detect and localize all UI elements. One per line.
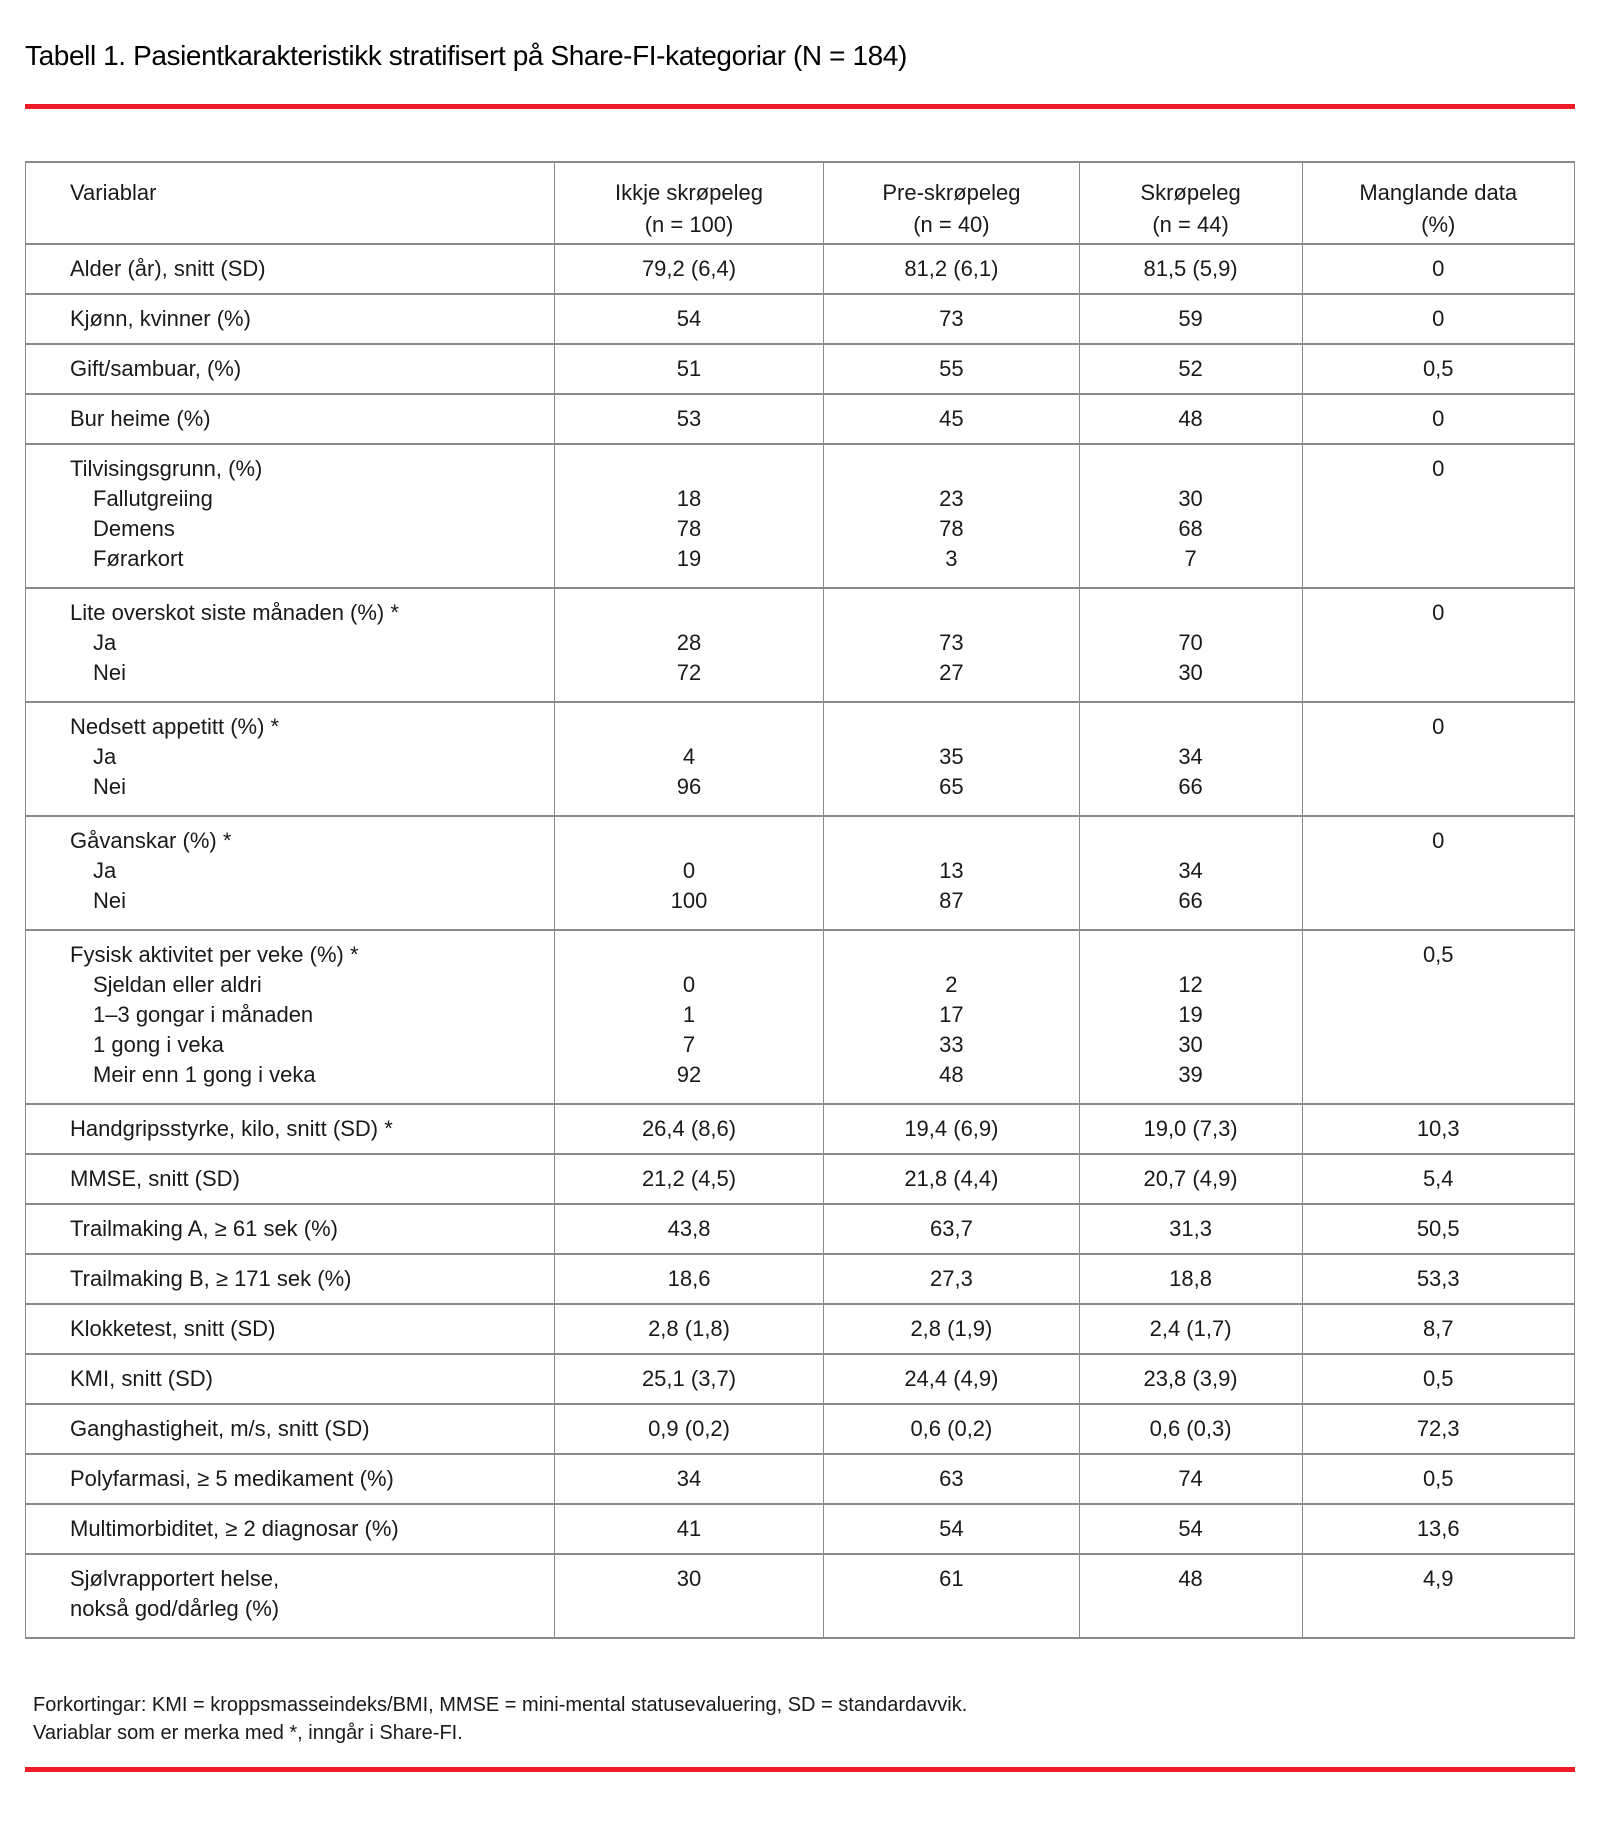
- value-cell: 26,4 (8,6): [554, 1105, 823, 1153]
- value-cell: 54: [554, 295, 823, 343]
- sub-item-value: 96: [676, 774, 702, 799]
- value-cell: 23,8 (3,9): [1079, 1355, 1302, 1403]
- header-cell: [1079, 163, 1302, 243]
- value-cell: [554, 445, 823, 587]
- value-cell: 34: [554, 1455, 823, 1503]
- spacer-line: [824, 712, 1078, 742]
- value-cell: 51: [554, 345, 823, 393]
- value-cell: 53: [554, 395, 823, 443]
- sub-item-value: 4: [682, 744, 696, 769]
- header-label: Skrøpeleg: [1140, 180, 1241, 205]
- sub-item-value: 7: [682, 1032, 696, 1057]
- value-cell: 55: [823, 345, 1078, 393]
- value-cell: [1302, 1555, 1574, 1637]
- value-cell: 54: [1079, 1505, 1302, 1553]
- value-cell: 48: [1079, 395, 1302, 443]
- value-cell: 27,3: [823, 1255, 1078, 1303]
- sub-item-value: 68: [1178, 516, 1203, 541]
- sub-item-value: 1: [682, 1002, 696, 1027]
- table-row: [26, 1553, 1574, 1637]
- sub-item-value: 3: [945, 546, 958, 571]
- sub-item-value: 73: [939, 630, 964, 655]
- sub-item-label: Ja: [93, 858, 117, 883]
- sub-item-value: 87: [939, 888, 964, 913]
- value-cell: 13,6: [1302, 1505, 1574, 1553]
- missing-cell: [1302, 445, 1574, 587]
- value-cell: [823, 703, 1078, 815]
- document-page: [0, 38, 1600, 1772]
- sub-item-value: 34: [1178, 858, 1203, 883]
- sub-item-value: 65: [939, 774, 964, 799]
- row-label-cell: KMI, snitt (SD): [70, 1366, 214, 1391]
- table-row: [26, 1103, 1574, 1153]
- table-title: Tabell 1. Pasientkarakteristikk stratifisert på Share-FI-kategoriar (N = 184): [25, 40, 907, 71]
- value-cell: [554, 931, 823, 1103]
- row-label-cell: [26, 703, 554, 815]
- row-label-cell: Trailmaking B, ≥ 171 sek (%): [70, 1266, 352, 1291]
- value-cell: 72,3: [1302, 1405, 1574, 1453]
- value-cell: [554, 1555, 823, 1637]
- spacer-line: [824, 454, 1078, 484]
- table-row: [26, 1153, 1574, 1203]
- value-cell: 43,8: [554, 1205, 823, 1253]
- value-cell: [823, 817, 1078, 929]
- table-row: [26, 1303, 1574, 1353]
- spacer-line: [555, 712, 823, 742]
- table-group-row: [26, 701, 1574, 815]
- table-row: [26, 343, 1574, 393]
- sub-item-value: 19: [676, 546, 702, 571]
- value-cell: 0,5: [1302, 1455, 1574, 1503]
- table-row: [26, 393, 1574, 443]
- table-row: [26, 1253, 1574, 1303]
- missing-cell: [1302, 589, 1574, 701]
- value-cell: 63,7: [823, 1205, 1078, 1253]
- sub-item-label: 1–3 gongar i månaden: [93, 1002, 314, 1027]
- missing-cell: [1302, 931, 1574, 1103]
- value-cell: 81,2 (6,1): [823, 245, 1078, 293]
- value-cell: [1079, 445, 1302, 587]
- value-cell: [1079, 589, 1302, 701]
- sub-item-value: 100: [670, 888, 708, 913]
- value-cell: 52: [1079, 345, 1302, 393]
- value-cell: 45: [823, 395, 1078, 443]
- row-label-cell: Handgripsstyrke, kilo, snitt (SD) *: [70, 1116, 393, 1141]
- sub-item-value: 34: [1178, 744, 1203, 769]
- sub-item-label: Ja: [93, 744, 117, 769]
- value-cell: 0,5: [1302, 1355, 1574, 1403]
- value-cell: 20,7 (4,9): [1079, 1155, 1302, 1203]
- value-cell: 79,2 (6,4): [554, 245, 823, 293]
- header-subline: (n = 44): [1152, 212, 1229, 237]
- value-cell: [554, 703, 823, 815]
- sub-item-value: 72: [676, 660, 702, 685]
- table-row: [26, 1203, 1574, 1253]
- sub-item-value: 30: [1178, 486, 1203, 511]
- sub-item-label: Fallutgreiing: [93, 486, 213, 511]
- row-label-cell: [26, 817, 554, 929]
- value-cell: 74: [1079, 1455, 1302, 1503]
- table-group-row: [26, 587, 1574, 701]
- spacer-line: [555, 598, 823, 628]
- value-cell: 21,2 (4,5): [554, 1155, 823, 1203]
- value-cell: 8,7: [1302, 1305, 1574, 1353]
- value-cell: [1079, 817, 1302, 929]
- sub-item-label: Demens: [93, 516, 175, 541]
- sub-item-value: 2: [945, 972, 958, 997]
- missing-cell: [1302, 703, 1574, 815]
- row-label-line: Sjølvrapportert helse,: [70, 1566, 280, 1591]
- spacer-line: [555, 826, 823, 856]
- value-cell: [1079, 931, 1302, 1103]
- header-label: Manglande data: [1359, 180, 1518, 205]
- missing-value: 0: [1432, 714, 1445, 739]
- header-label: Ikkje skrøpeleg: [615, 180, 763, 205]
- sub-item-value: 78: [939, 516, 964, 541]
- group-label: Nedsett appetitt (%) *: [70, 714, 280, 739]
- value-cell: 63: [823, 1455, 1078, 1503]
- spacer-line: [555, 940, 823, 970]
- sub-item-value: 33: [939, 1032, 964, 1057]
- table-header-row: [26, 163, 1574, 243]
- value-cell: 0,6 (0,2): [823, 1405, 1078, 1453]
- value-cell: 59: [1079, 295, 1302, 343]
- sub-item-value: 66: [1178, 774, 1203, 799]
- spacer-line: [824, 598, 1078, 628]
- sub-item-value: 0: [682, 858, 696, 883]
- table-row: [26, 1453, 1574, 1503]
- value-cell: 54: [823, 1505, 1078, 1553]
- table-group-row: [26, 443, 1574, 587]
- value-cell: [823, 931, 1078, 1103]
- table-row: [26, 1403, 1574, 1453]
- value-cell: 24,4 (4,9): [823, 1355, 1078, 1403]
- spacer-line: [1080, 712, 1302, 742]
- value-cell: [823, 589, 1078, 701]
- sub-item-value: 30: [1178, 660, 1203, 685]
- group-label: Tilvisingsgrunn, (%): [70, 456, 263, 481]
- title-rule: [25, 104, 1575, 109]
- row-label-cell: Bur heime (%): [70, 406, 211, 431]
- sub-item-label: Nei: [93, 888, 127, 913]
- spacer-line: [1080, 826, 1302, 856]
- sub-item-value: 7: [1184, 546, 1197, 571]
- row-label-cell: [26, 445, 554, 587]
- header-label: Pre-skrøpeleg: [882, 180, 1021, 205]
- header-cell: [1302, 163, 1574, 243]
- value-cell: 31,3: [1079, 1205, 1302, 1253]
- header-cell: [26, 163, 554, 243]
- value-line: 4,9: [1422, 1566, 1454, 1591]
- header-subline: (n = 40): [913, 212, 990, 237]
- spacer-line: [824, 940, 1078, 970]
- header-label: Variablar: [70, 180, 157, 205]
- sub-item-label: Meir enn 1 gong i veka: [93, 1062, 316, 1087]
- sub-item-label: Ja: [93, 630, 117, 655]
- sub-item-value: 48: [939, 1062, 964, 1087]
- value-cell: [823, 1555, 1078, 1637]
- sub-item-value: 30: [1178, 1032, 1203, 1057]
- row-label-cell: Multimorbiditet, ≥ 2 diagnosar (%): [70, 1516, 399, 1541]
- row-label-cell: Ganghastigheit, m/s, snitt (SD): [70, 1416, 370, 1441]
- value-line: 48: [1178, 1566, 1203, 1591]
- header-subline: (%): [1421, 212, 1456, 237]
- row-label-cell: Trailmaking A, ≥ 61 sek (%): [70, 1216, 339, 1241]
- row-label-cell: Polyfarmasi, ≥ 5 medikament (%): [70, 1466, 394, 1491]
- value-cell: [1079, 703, 1302, 815]
- row-label-cell: Alder (år), snitt (SD): [70, 256, 266, 281]
- sub-item-label: Nei: [93, 660, 127, 685]
- sub-item-value: 18: [676, 486, 702, 511]
- value-cell: 19,0 (7,3): [1079, 1105, 1302, 1153]
- group-label: Fysisk aktivitet per veke (%) *: [70, 942, 359, 967]
- value-cell: 50,5: [1302, 1205, 1574, 1253]
- sub-item-label: Nei: [93, 774, 127, 799]
- table-group-row: [26, 929, 1574, 1103]
- value-cell: 10,3: [1302, 1105, 1574, 1153]
- spacer-line: [1080, 940, 1302, 970]
- row-label-cell: MMSE, snitt (SD): [70, 1166, 240, 1191]
- value-cell: [823, 445, 1078, 587]
- value-cell: [554, 589, 823, 701]
- missing-cell: [1302, 817, 1574, 929]
- missing-value: 0,5: [1422, 942, 1454, 967]
- value-cell: [1079, 1555, 1302, 1637]
- sub-item-value: 19: [1178, 1002, 1203, 1027]
- value-cell: 0,6 (0,3): [1079, 1405, 1302, 1453]
- value-cell: 0: [1302, 395, 1574, 443]
- missing-value: 0: [1432, 828, 1445, 853]
- group-label: Lite overskot siste månaden (%) *: [70, 600, 399, 625]
- value-cell: 18,6: [554, 1255, 823, 1303]
- value-cell: 2,8 (1,8): [554, 1305, 823, 1353]
- spacer-line: [824, 826, 1078, 856]
- value-line: 30: [676, 1566, 702, 1591]
- sub-item-value: 78: [676, 516, 702, 541]
- sub-item-value: 39: [1178, 1062, 1203, 1087]
- spacer-line: [1080, 454, 1302, 484]
- sub-item-value: 66: [1178, 888, 1203, 913]
- footnote-asterisk: Variablar som er merka med *, inngår i Share-FI.: [33, 1722, 463, 1744]
- value-cell: [554, 817, 823, 929]
- value-cell: 0: [1302, 245, 1574, 293]
- sub-item-value: 17: [939, 1002, 964, 1027]
- row-label-cell: Gift/sambuar, (%): [70, 356, 242, 381]
- header-cell: [823, 163, 1078, 243]
- bottom-rule: [25, 1767, 1575, 1772]
- sub-item-value: 28: [676, 630, 702, 655]
- row-label-cell: [26, 1555, 554, 1637]
- missing-value: 0: [1432, 456, 1445, 481]
- sub-item-value: 13: [939, 858, 964, 883]
- value-cell: 0,5: [1302, 345, 1574, 393]
- sub-item-value: 12: [1178, 972, 1203, 997]
- sub-item-value: 27: [939, 660, 964, 685]
- value-cell: 2,8 (1,9): [823, 1305, 1078, 1353]
- sub-item-value: 92: [676, 1062, 702, 1087]
- value-cell: 5,4: [1302, 1155, 1574, 1203]
- sub-item-value: 35: [939, 744, 964, 769]
- value-cell: 73: [823, 295, 1078, 343]
- group-label: Gåvanskar (%) *: [70, 828, 232, 853]
- row-label-cell: [26, 589, 554, 701]
- row-label-cell: [26, 931, 554, 1103]
- table-row: [26, 293, 1574, 343]
- value-line: 61: [939, 1566, 964, 1591]
- header-cell: [554, 163, 823, 243]
- spacer-line: [1080, 598, 1302, 628]
- value-cell: 53,3: [1302, 1255, 1574, 1303]
- row-label-cell: Klokketest, snitt (SD): [70, 1316, 276, 1341]
- footnote-abbreviations: Forkortingar: KMI = kroppsmasseindeks/BMI, MMSE = mini-mental statusevaluering, SD = standardavvik.: [33, 1694, 968, 1716]
- value-cell: 18,8: [1079, 1255, 1302, 1303]
- value-cell: 21,8 (4,4): [823, 1155, 1078, 1203]
- value-cell: 41: [554, 1505, 823, 1553]
- sub-item-value: 23: [939, 486, 964, 511]
- sub-item-label: Sjeldan eller aldri: [93, 972, 262, 997]
- patient-characteristics-table: [25, 161, 1575, 1639]
- spacer-line: [555, 454, 823, 484]
- value-cell: 19,4 (6,9): [823, 1105, 1078, 1153]
- sub-item-label: 1 gong i veka: [93, 1032, 224, 1057]
- row-label-cell: Kjønn, kvinner (%): [70, 306, 251, 331]
- table-row: [26, 1353, 1574, 1403]
- sub-item-value: 0: [682, 972, 696, 997]
- table-row: [26, 1503, 1574, 1553]
- value-cell: 2,4 (1,7): [1079, 1305, 1302, 1353]
- table-group-row: [26, 815, 1574, 929]
- row-label-line: nokså god/dårleg (%): [70, 1596, 280, 1621]
- value-cell: 81,5 (5,9): [1079, 245, 1302, 293]
- header-subline: (n = 100): [644, 212, 734, 237]
- value-cell: 0,9 (0,2): [554, 1405, 823, 1453]
- value-cell: 25,1 (3,7): [554, 1355, 823, 1403]
- sub-item-label: Førarkort: [93, 546, 184, 571]
- footnotes: [33, 1691, 1575, 1747]
- value-cell: 0: [1302, 295, 1574, 343]
- table-row: [26, 243, 1574, 293]
- missing-value: 0: [1432, 600, 1445, 625]
- sub-item-value: 70: [1178, 630, 1203, 655]
